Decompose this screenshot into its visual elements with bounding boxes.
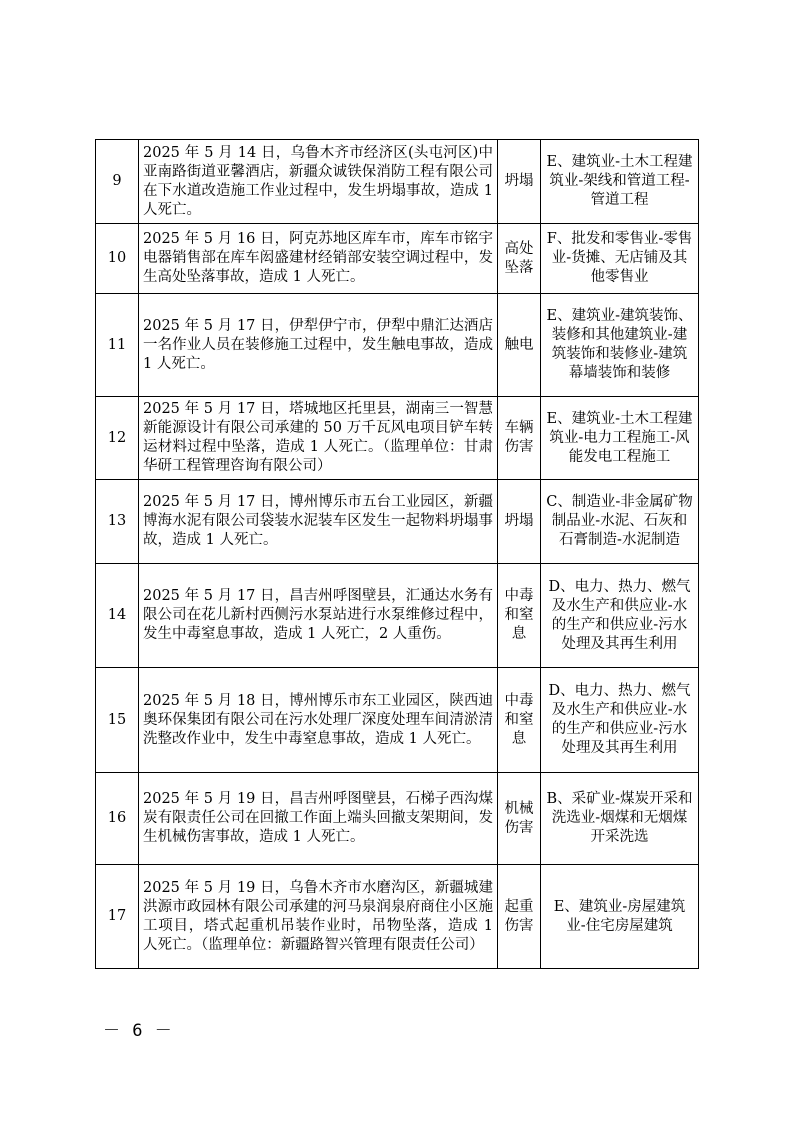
table-row [96, 140, 699, 224]
accident-description: 2025 年 5 月 17 日，博州博乐市五台工业园区，新疆博海水泥有限公司袋装水泥装车区发生一起物料坍塌事故，造成 1 人死亡。 [139, 480, 498, 564]
accident-table [95, 139, 699, 969]
accident-type: 起重伤害 [498, 865, 541, 969]
table-row [96, 224, 699, 294]
accident-type: 机械伤害 [498, 773, 541, 865]
row-number: 9 [96, 140, 139, 224]
industry-category: B、采矿业-煤炭开采和洗选业-烟煤和无烟煤开采洗选 [541, 773, 699, 865]
row-number: 12 [96, 397, 139, 480]
row-number: 17 [96, 865, 139, 969]
accident-type: 触电 [498, 294, 541, 397]
row-number: 10 [96, 224, 139, 294]
row-number: 14 [96, 564, 139, 668]
accident-type: 坍塌 [498, 140, 541, 224]
industry-category: C、制造业-非金属矿物制品业-水泥、石灰和石膏制造-水泥制造 [541, 480, 699, 564]
accident-description: 2025 年 5 月 19 日，昌吉州呼图壁县，石梯子西沟煤炭有限责任公司在回撤工作面上端头回撤支架期间，发生机械伤害事故，造成 1 人死亡。 [139, 773, 498, 865]
table-row [96, 480, 699, 564]
accident-description: 2025 年 5 月 17 日，昌吉州呼图壁县，汇通达水务有限公司在花儿新村西侧污水泵站进行水泵维修过程中，发生中毒窒息事故，造成 1 人死亡，2 人重伤。 [139, 564, 498, 668]
industry-category: D、电力、热力、燃气及水生产和供应业-水的生产和供应业-污水处理及其再生利用 [541, 564, 699, 668]
accident-type: 车辆伤害 [498, 397, 541, 480]
industry-category: E、建筑业-土木工程建筑业-电力工程施工-风能发电工程施工 [541, 397, 699, 480]
industry-category: F、批发和零售业-零售业-货摊、无店铺及其他零售业 [541, 224, 699, 294]
accident-description: 2025 年 5 月 17 日，伊犁伊宁市，伊犁中鼎汇达酒店一名作业人员在装修施工过程中，发生触电事故，造成 1 人死亡。 [139, 294, 498, 397]
table-row [96, 397, 699, 480]
table-row [96, 668, 699, 773]
accident-description: 2025 年 5 月 19 日，乌鲁木齐市水磨沟区，新疆城建洪源市政园林有限公司承建的河马泉润泉府商住小区施工项目，塔式起重机吊装作业时，吊物坠落，造成 1 人死亡。（监理单位：新疆路智兴管理有限责任公司） [139, 865, 498, 969]
accident-type: 中毒和窒息 [498, 668, 541, 773]
industry-category: E、建筑业-房屋建筑业-住宅房屋建筑 [541, 865, 699, 969]
accident-description: 2025 年 5 月 14 日，乌鲁木齐市经济区(头屯河区)中亚南路街道亚馨酒店，新疆众诚铁保消防工程有限公司在下水道改造施工作业过程中，发生坍塌事故，造成 1 人死亡。 [139, 140, 498, 224]
table-row [96, 564, 699, 668]
accident-type: 中毒和窒息 [498, 564, 541, 668]
accident-description: 2025 年 5 月 16 日，阿克苏地区库车市，库车市铭宇电器销售部在库车闳盛建材经销部安装空调过程中，发生高处坠落事故，造成 1 人死亡。 [139, 224, 498, 294]
row-number: 16 [96, 773, 139, 865]
row-number: 11 [96, 294, 139, 397]
table-row [96, 865, 699, 969]
page-number: － 6 － [103, 1021, 173, 1041]
industry-category: D、电力、热力、燃气及水生产和供应业-水的生产和供应业-污水处理及其再生利用 [541, 668, 699, 773]
industry-category: E、建筑业-土木工程建筑业-架线和管道工程-管道工程 [541, 140, 699, 224]
industry-category: E、建筑业-建筑装饰、装修和其他建筑业-建筑装饰和装修业-建筑幕墙装饰和装修 [541, 294, 699, 397]
accident-type: 高处坠落 [498, 224, 541, 294]
row-number: 15 [96, 668, 139, 773]
accident-type: 坍塌 [498, 480, 541, 564]
accident-description: 2025 年 5 月 18 日，博州博乐市东工业园区，陕西迪奥环保集团有限公司在污水处理厂深度处理车间清淤清洗整改作业中，发生中毒窒息事故，造成 1 人死亡。 [139, 668, 498, 773]
row-number: 13 [96, 480, 139, 564]
table-row [96, 294, 699, 397]
table-row [96, 773, 699, 865]
accident-description: 2025 年 5 月 17 日，塔城地区托里县，湖南三一智慧新能源设计有限公司承建的 50 万千瓦风电项目铲车转运材料过程中坠落，造成 1 人死亡。（监理单位：甘肃华研工程管理咨询有限公司） [139, 397, 498, 480]
